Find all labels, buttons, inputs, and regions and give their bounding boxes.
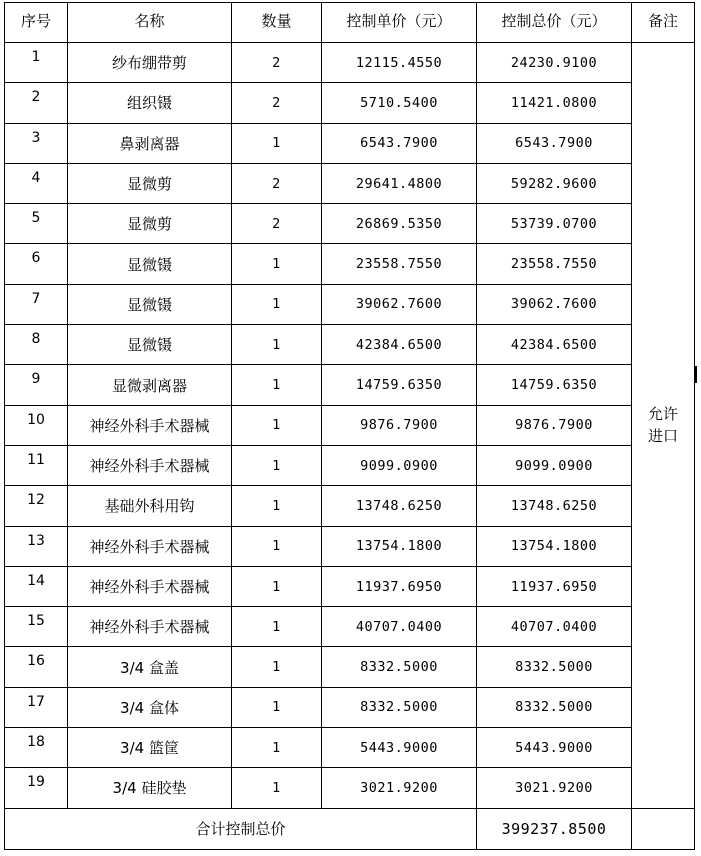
cell-total-price: 40707.0400 — [477, 607, 632, 647]
cell-index: 9 — [5, 365, 68, 405]
header-name: 名称 — [68, 3, 232, 43]
cell-unit-price: 9876.7900 — [322, 405, 477, 445]
table-row — [5, 768, 695, 808]
remark-line-1: 允许 — [647, 405, 678, 424]
cell-unit-price: 23558.7550 — [322, 244, 477, 284]
cell-unit-price: 11937.6950 — [322, 566, 477, 606]
cell-qty: 1 — [232, 526, 322, 566]
cell-name: 显微剪 — [68, 204, 232, 244]
cell-qty: 1 — [232, 445, 322, 485]
cell-name: 神经外科手术器械 — [68, 405, 232, 445]
cell-index: 15 — [5, 607, 68, 647]
table-row — [5, 607, 695, 647]
table-row — [5, 163, 695, 203]
cell-total-price: 6543.7900 — [477, 123, 632, 163]
header-total-price: 控制总价（元） — [477, 3, 632, 43]
cell-name: 3/4 硅胶垫 — [68, 768, 232, 808]
table-row — [5, 445, 695, 485]
table-row — [5, 244, 695, 284]
cell-qty: 2 — [232, 83, 322, 123]
cell-remark — [632, 43, 695, 809]
cell-name: 神经外科手术器械 — [68, 566, 232, 606]
cell-total-price: 8332.5000 — [477, 647, 632, 687]
cell-index: 13 — [5, 526, 68, 566]
cell-total-price: 3021.9200 — [477, 768, 632, 808]
cell-name: 神经外科手术器械 — [68, 607, 232, 647]
table-row — [5, 647, 695, 687]
total-row — [5, 808, 695, 849]
cell-unit-price: 5710.5400 — [322, 83, 477, 123]
total-value: 399237.8500 — [477, 808, 632, 849]
cell-index: 1 — [5, 43, 68, 83]
cell-index: 18 — [5, 728, 68, 768]
cell-unit-price: 3021.9200 — [322, 768, 477, 808]
cell-index: 4 — [5, 163, 68, 203]
total-remark-empty — [632, 808, 695, 849]
table-row — [5, 325, 695, 365]
cell-total-price: 9099.0900 — [477, 445, 632, 485]
cell-index: 2 — [5, 83, 68, 123]
cell-unit-price: 29641.4800 — [322, 163, 477, 203]
header-unit-price: 控制单价（元） — [322, 3, 477, 43]
table-row — [5, 43, 695, 83]
cell-qty: 1 — [232, 244, 322, 284]
header-row — [5, 3, 695, 43]
cell-name: 神经外科手术器械 — [68, 526, 232, 566]
total-label: 合计控制总价 — [5, 808, 477, 849]
cell-total-price: 53739.0700 — [477, 204, 632, 244]
cell-qty: 1 — [232, 405, 322, 445]
cell-index: 12 — [5, 486, 68, 526]
cell-qty: 1 — [232, 365, 322, 405]
cell-total-price: 42384.6500 — [477, 325, 632, 365]
cell-name: 显微剪 — [68, 163, 232, 203]
cell-total-price: 14759.6350 — [477, 365, 632, 405]
cell-total-price: 9876.7900 — [477, 405, 632, 445]
cell-index: 16 — [5, 647, 68, 687]
cell-index: 14 — [5, 566, 68, 606]
cell-unit-price: 9099.0900 — [322, 445, 477, 485]
table-row — [5, 728, 695, 768]
cell-name: 鼻剥离器 — [68, 123, 232, 163]
cell-qty: 1 — [232, 486, 322, 526]
cell-unit-price: 14759.6350 — [322, 365, 477, 405]
cell-index: 8 — [5, 325, 68, 365]
cell-total-price: 13748.6250 — [477, 486, 632, 526]
cell-name: 神经外科手术器械 — [68, 445, 232, 485]
cell-unit-price: 13754.1800 — [322, 526, 477, 566]
cell-name: 3/4 盒体 — [68, 687, 232, 727]
cell-total-price: 11937.6950 — [477, 566, 632, 606]
table-row — [5, 123, 695, 163]
cell-qty: 1 — [232, 566, 322, 606]
cell-total-price: 39062.7600 — [477, 284, 632, 324]
cell-index: 6 — [5, 244, 68, 284]
cell-qty: 2 — [232, 43, 322, 83]
cell-index: 11 — [5, 445, 68, 485]
table-row — [5, 365, 695, 405]
cell-unit-price: 42384.6500 — [322, 325, 477, 365]
cell-index: 5 — [5, 204, 68, 244]
cell-name: 显微镊 — [68, 325, 232, 365]
cell-index: 17 — [5, 687, 68, 727]
cell-qty: 1 — [232, 284, 322, 324]
header-qty: 数量 — [232, 3, 322, 43]
cell-total-price: 23558.7550 — [477, 244, 632, 284]
cell-unit-price: 40707.0400 — [322, 607, 477, 647]
remark-line-2: 进口 — [647, 427, 678, 446]
cell-qty: 2 — [232, 204, 322, 244]
table-row — [5, 204, 695, 244]
cell-index: 10 — [5, 405, 68, 445]
table-row — [5, 526, 695, 566]
cell-index: 19 — [5, 768, 68, 808]
cell-qty: 1 — [232, 687, 322, 727]
header-index: 序号 — [5, 3, 68, 43]
cell-name: 3/4 篮筐 — [68, 728, 232, 768]
cell-name: 纱布绷带剪 — [68, 43, 232, 83]
table-row — [5, 83, 695, 123]
table-body — [5, 43, 695, 850]
table-row — [5, 687, 695, 727]
cell-unit-price: 5443.9000 — [322, 728, 477, 768]
cell-total-price: 24230.9100 — [477, 43, 632, 83]
cell-unit-price: 26869.5350 — [322, 204, 477, 244]
cell-qty: 1 — [232, 123, 322, 163]
cell-unit-price: 8332.5000 — [322, 687, 477, 727]
table-row — [5, 566, 695, 606]
cell-total-price: 5443.9000 — [477, 728, 632, 768]
cell-qty: 1 — [232, 607, 322, 647]
cell-qty: 1 — [232, 325, 322, 365]
cell-name: 显微剥离器 — [68, 365, 232, 405]
cell-name: 基础外科用钩 — [68, 486, 232, 526]
cell-name: 显微镊 — [68, 284, 232, 324]
cell-name: 显微镊 — [68, 244, 232, 284]
cell-unit-price: 8332.5000 — [322, 647, 477, 687]
cell-name: 3/4 盒盖 — [68, 647, 232, 687]
cell-unit-price: 6543.7900 — [322, 123, 477, 163]
cell-unit-price: 12115.4550 — [322, 43, 477, 83]
table-row — [5, 284, 695, 324]
cell-name: 组织镊 — [68, 83, 232, 123]
cell-qty: 1 — [232, 647, 322, 687]
table-row — [5, 405, 695, 445]
cell-total-price: 11421.0800 — [477, 83, 632, 123]
cell-index: 7 — [5, 284, 68, 324]
cell-qty: 1 — [232, 728, 322, 768]
price-control-table — [4, 2, 695, 850]
cell-total-price: 59282.9600 — [477, 163, 632, 203]
cell-qty: 2 — [232, 163, 322, 203]
cell-unit-price: 39062.7600 — [322, 284, 477, 324]
cell-unit-price: 13748.6250 — [322, 486, 477, 526]
cell-total-price: 8332.5000 — [477, 687, 632, 727]
cell-index: 3 — [5, 123, 68, 163]
table-row — [5, 486, 695, 526]
header-remark: 备注 — [632, 3, 695, 43]
text-cursor-icon — [695, 366, 697, 383]
cell-qty: 1 — [232, 768, 322, 808]
cell-total-price: 13754.1800 — [477, 526, 632, 566]
